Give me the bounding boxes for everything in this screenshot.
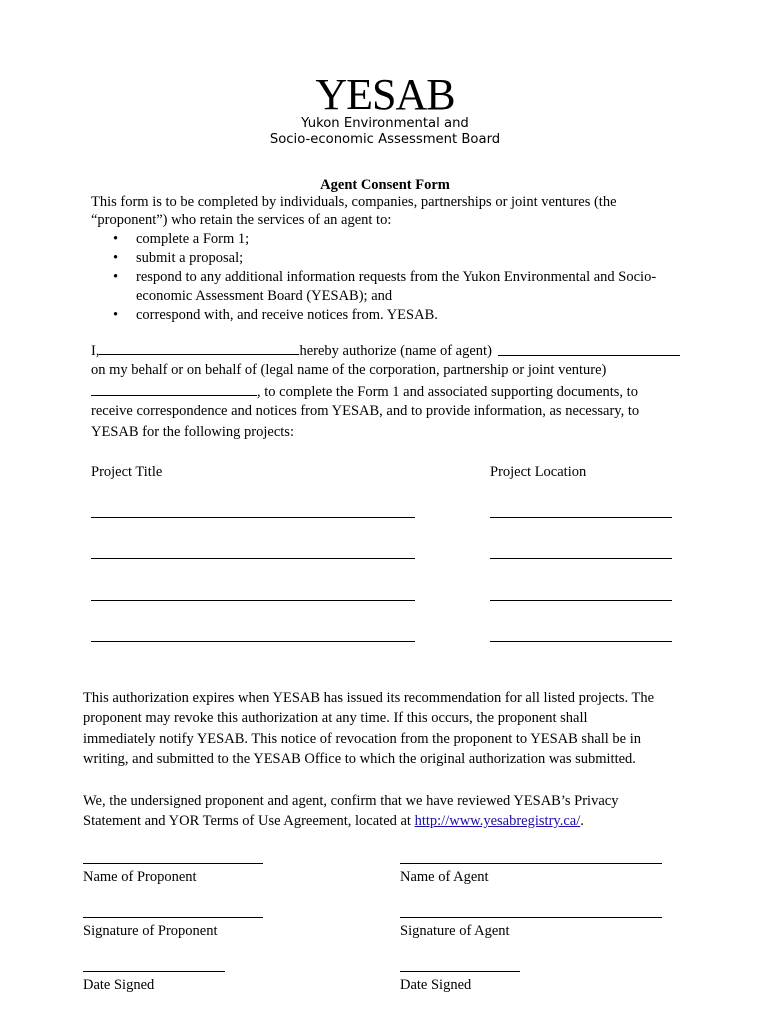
bullet-item-4: correspond with, and receive notices from. YESAB. [136, 307, 438, 323]
date-signed-proponent-label: Date Signed [83, 977, 155, 993]
bullet-dot: • [113, 307, 119, 323]
name-of-proponent-label: Name of Proponent [83, 869, 197, 885]
auth-line2: on my behalf or on behalf of (legal name of the corporation, partnership or joint venture) [91, 362, 607, 378]
proponent-name-field[interactable] [99, 340, 299, 355]
project-title-field-3[interactable] [91, 600, 415, 601]
confirm-line2-prefix: Statement and YOR Terms of Use Agreement, located at [83, 813, 415, 829]
expiry-line2: proponent may revoke this authorization at any time. If this occurs, the proponent shall [83, 710, 588, 726]
intro-line2: “proponent”) who retain the services of an agent to: [91, 212, 392, 228]
yesab-logo: YESAB [315, 70, 455, 119]
logo-subtitle-line2: Socio-economic Assessment Board [269, 132, 501, 147]
auth-hereby: hereby authorize (name of agent) [299, 343, 492, 359]
name-of-agent-label: Name of Agent [400, 869, 489, 885]
project-location-field-3[interactable] [490, 600, 672, 601]
bullet-item-2: submit a proposal; [136, 250, 244, 266]
expiry-line3: immediately notify YESAB. This notice of revocation from the proponent to YESAB shall be in [83, 731, 642, 747]
bullet-dot: • [113, 231, 119, 247]
project-location-field-2[interactable] [490, 558, 672, 559]
project-location-field-4[interactable] [490, 641, 672, 642]
project-title-field-2[interactable] [91, 558, 415, 559]
intro-line1: This form is to be completed by individuals, companies, partnerships or joint ventures (the [91, 194, 617, 210]
project-title-field-1[interactable] [91, 517, 415, 518]
name-of-agent-field[interactable] [400, 863, 662, 864]
auth-line3-wrap [91, 381, 638, 402]
date-signed-agent-field[interactable] [400, 971, 520, 972]
confirm-line1: We, the undersigned proponent and agent, confirm that we have reviewed YESAB’s Privacy [83, 793, 619, 809]
bullet-item-3-cont: economic Assessment Board (YESAB); and [136, 288, 393, 304]
date-signed-agent-label: Date Signed [400, 977, 472, 993]
confirm-line2-suffix: . [580, 813, 584, 829]
project-title-header: Project Title [91, 464, 163, 480]
name-of-proponent-field[interactable] [83, 863, 263, 864]
project-location-header: Project Location [490, 464, 587, 480]
signature-of-agent-field[interactable] [400, 917, 662, 918]
date-signed-proponent-field[interactable] [83, 971, 225, 972]
expiry-line4: writing, and submitted to the YESAB Office to which the original authorization was submitted. [83, 751, 636, 767]
yesab-registry-link[interactable]: http://www.yesabregistry.ca/ [414, 813, 581, 829]
auth-line1 [91, 340, 492, 361]
auth-line4: receive correspondence and notices from YESAB, and to provide information, as necessary, to [91, 403, 640, 419]
signature-of-agent-label: Signature of Agent [400, 923, 510, 939]
logo-subtitle-line1: Yukon Environmental and [301, 116, 469, 131]
confirm-line2 [83, 811, 584, 831]
bullet-dot: • [113, 269, 119, 285]
auth-line5: YESAB for the following projects: [91, 424, 294, 440]
logo-subtitle [250, 116, 520, 148]
project-location-field-1[interactable] [490, 517, 672, 518]
bullet-dot: • [113, 250, 119, 266]
bullet-item-3: respond to any additional information requests from the Yukon Environmental and Socio- [136, 269, 657, 285]
signature-of-proponent-field[interactable] [83, 917, 263, 918]
bullet-item-1: complete a Form 1; [136, 231, 250, 247]
expiry-line1: This authorization expires when YESAB has issued its recommendation for all listed projects. The [83, 690, 655, 706]
auth-i: I, [91, 343, 100, 359]
form-title: Agent Consent Form [320, 177, 450, 193]
agent-name-field[interactable] [498, 355, 680, 356]
project-title-field-4[interactable] [91, 641, 415, 642]
auth-line3: , to complete the Form 1 and associated supporting documents, to [257, 384, 638, 400]
signature-of-proponent-label: Signature of Proponent [83, 923, 218, 939]
legal-name-field[interactable] [91, 381, 257, 396]
